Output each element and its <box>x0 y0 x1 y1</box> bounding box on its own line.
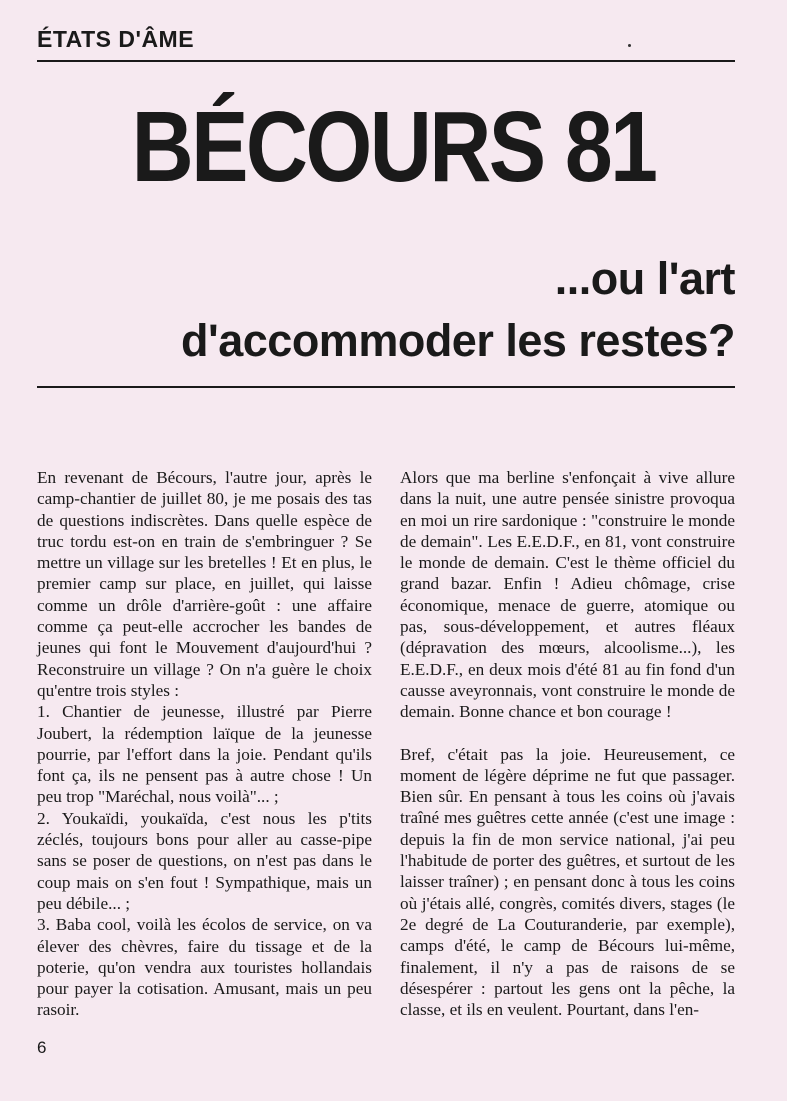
section-label: ÉTATS D'ÂME <box>37 26 195 52</box>
left-column <box>37 467 372 1021</box>
left-paragraph-intro: En revenant de Bécours, l'autre jour, après le camp-chantier de juillet 80, je me posais des tas de questions indiscrètes. Dans quelle espèce de truc tordu est-on en train de s'embringuer ? Se mettre un village sur les bretelles ! Et en plus, le premier camp sur place, en juillet, qui laisse comme un drôle d'arrière-goût : une affaire comme ça peut-elle accrocher les bandes de jeunes qui font le Mouvement d'aujourd'hui ? Reconstruire un village ? On n'a guère le choix qu'entre trois styles : <box>37 468 372 700</box>
right-column <box>400 467 735 1020</box>
top-rule <box>37 60 735 62</box>
left-paragraph-style-2: 2. Youkaïdi, youkaïda, c'est nous les p'tits zéclés, toujours bons pour aller au casse-pipe sans se poser de questions, on n'est pas dans le coup mais on s'en fout ! Sympathique, mais un peu débile... ; <box>37 808 372 913</box>
title-bottom-rule <box>37 386 735 388</box>
right-paragraph-1: Alors que ma berline s'enfonçait à vive allure dans la nuit, une autre pensée sinistre provoqua en moi un rire sardonique : "construire le monde de demain". Les E.E.D.F., en 81, vont construire le monde de demain. C'est le thème officiel du grand bazar. Enfin ! Adieu chômage, crise économique, menace de guerre, atomique ou pas, sous-développement, et autres fléaux (dépravation des mœurs, alcoolisme...), les E.E.D.F., en deux mois d'été 81 au fin fond d'un causse aveyronnais, vont construire le monde de demain. Bonne chance et bon courage ! <box>400 468 735 722</box>
left-paragraph-style-3: 3. Baba cool, voilà les écolos de service, on va élever des chèvres, faire du tissage et de la poterie, qu'on vendra aux touristes hollandais pour payer la cotisation. Amusant, mais un peu rasoir. <box>37 915 372 1020</box>
subtitle-line-2: d'accommoder les restes? <box>181 315 735 366</box>
article-subtitle <box>181 248 735 372</box>
page-number: 6 <box>37 1038 47 1057</box>
subtitle-line-1: ...ou l'art <box>554 253 735 304</box>
print-speck <box>628 44 631 47</box>
left-paragraph-style-1: 1. Chantier de jeunesse, illustré par Pierre Joubert, la rédemption laïque de la jeunesse pourrie, par l'effort dans la joie. Pendant qu'ils font ça, ils ne pensent pas à autre chose ! Un peu trop "Maréchal, nous voilà"... ; <box>37 702 372 807</box>
article-title: BÉCOURS 81 <box>131 91 656 203</box>
right-paragraph-2: Bref, c'était pas la joie. Heureusement, ce moment de légère déprime ne fut que passager. Bien sûr. En pensant à tous les coins où j'avais traîné mes guêtres cette année (c'est une image : depuis la fin de mon service national, j'ai peu l'habitude de porter des guêtres, et surtout de les laisser traîner) ; en pensant donc à tous les coins où j'étais allé, congrès, comités divers, stages (le 2e degré de La Couturanderie, par exemple), camps d'été, le camp de Bécours lui-même, finalement, il n'y a pas de raisons de se désespérer : partout les gens ont la pêche, la classe, et ils en veulent. Pourtant, dans l'en- <box>400 744 735 1020</box>
